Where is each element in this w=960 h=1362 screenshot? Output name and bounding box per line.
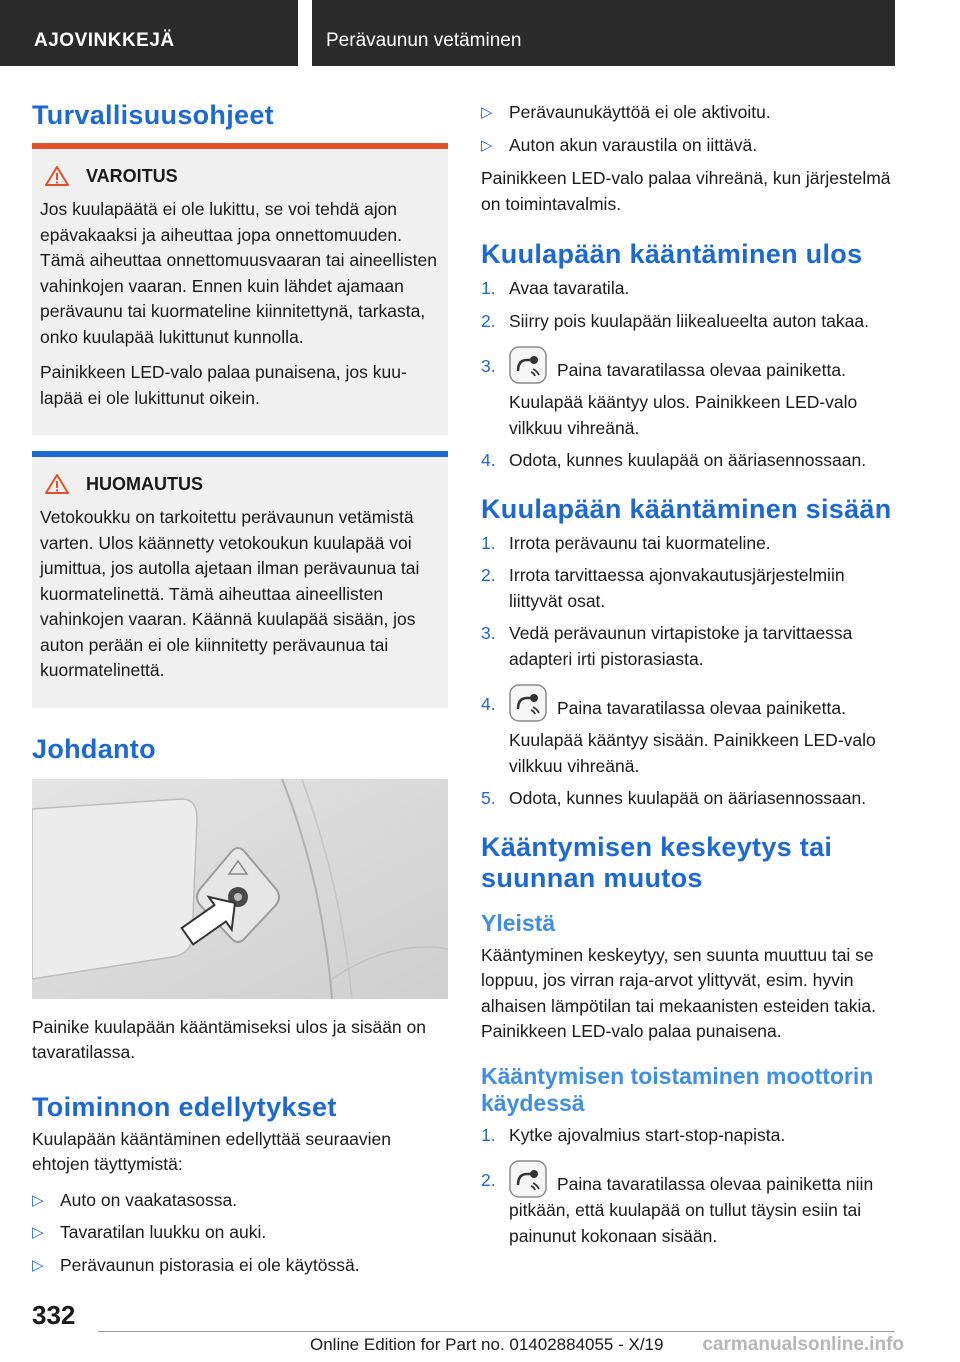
warning-label: VAROITUS [86, 165, 178, 186]
general-subheading: Yleistä [481, 909, 556, 936]
prereq-note: Painikkeen LED-valo palaa vihreänä, kun järjestelmä on toimintavalmis. [481, 168, 891, 214]
watermark-text: carmanualsonline.info [702, 1334, 904, 1355]
step-result: Kuulapää kääntyy ulos. Painikkeen LED-valo vilkkuu vihreänä. [509, 392, 858, 438]
list-item: ▷ Perävaunun pistorasia ei ole käytössä. [32, 1253, 448, 1279]
tow-hitch-button-icon [509, 1160, 547, 1198]
list-item: 1. Avaa tavaratila. [481, 278, 630, 298]
general-text: Kääntyminen keskeytyy, sen suunta muuttuu tai se loppuu, jos virran raja-arvot ylittyvät, esim. hyvin alhaisen lämpötilan tai mekaanisten esteiden takia. Painikkeen LED-valo palaa punaisena. [481, 944, 876, 1041]
out-steps [481, 276, 901, 474]
step-result: Kuulapää kääntyy sisään. Painikkeen LED-valo vilkkuu vihreänä. [509, 730, 876, 776]
edition-text: Online Edition for Part no. 01402884055 - X/19 [310, 1335, 664, 1354]
list-item: 1. Kytke ajovalmius start-stop-napista. [481, 1124, 786, 1145]
warning-triangle-icon [44, 165, 70, 187]
section-title: AJOVINKKEJÄ [34, 30, 175, 51]
list-item: 3. Vedä perävaunun virtapistoke ja tarvittaessa adapteri irti pistorasiasta. [481, 623, 853, 669]
chapter-title: Perävaunun vetäminen [326, 30, 522, 51]
triangle-bullet-icon: ▷ [32, 1191, 44, 1209]
list-item: ▷ Tavaratilan luukku on auki. [32, 1220, 448, 1246]
prereq-list [32, 1188, 448, 1279]
note-box [32, 451, 448, 708]
out-heading: Kuulapään kääntäminen ulos [481, 239, 863, 269]
warning-text: Jos kuulapäätä ei ole lukittu, se voi tehdä ajon epävakaaksi ja aiheuttaa jopa onnettomuuden. Tämä aiheuttaa onnettomuusvaaran tai aineellisten vahinkojen vaaran. Ennen kuin lähdet ajamaan perävaunu tai kuormateline kiinnitettynä, tarkasta, onko kuulapää lukittunut kunnolla. [40, 199, 437, 347]
in-steps [481, 531, 901, 812]
in-heading: Kuulapään kääntäminen sisään [481, 493, 892, 524]
chapter-tab [312, 0, 895, 66]
repeat-subheading: Kääntymisen toistaminen moottorin käydessä [481, 1062, 874, 1116]
left-column [32, 100, 448, 1286]
tow-hitch-button-icon [509, 346, 547, 384]
warning-triangle-icon [44, 473, 70, 495]
list-item: ▷ Auton akun varaustila on iittävä. [481, 133, 901, 159]
list-item: 1. Irrota perävaunu tai kuormateline. [481, 532, 771, 553]
triangle-bullet-icon: ▷ [481, 104, 493, 121]
safety-heading: Turvallisuusohjeet [32, 100, 274, 130]
right-column [481, 100, 901, 1257]
intro-heading: Johdanto [32, 733, 156, 764]
note-header [40, 473, 440, 495]
list-item: ▷ Auto on vaakatasossa. [32, 1188, 448, 1214]
warning-header [40, 165, 440, 187]
triangle-bullet-icon: ▷ [32, 1224, 44, 1241]
list-item: 4. Odota, kunnes kuulapää on ääriasennossaan. [481, 450, 867, 470]
page-number: 332 [32, 1300, 76, 1330]
interrupt-heading: Kääntymisen keskeytys tai suunnan muutos [481, 831, 833, 893]
tow-hitch-button-icon [509, 684, 547, 722]
list-item: 2. Paina tavaratilassa olevaa painiketta niin pitkään, että kuulapää on tullut täysin esiin tai painunut kokonaan sisään. [481, 1160, 901, 1249]
repeat-steps [481, 1123, 901, 1250]
note-label: HUOMAUTUS [86, 473, 203, 494]
prereq-heading: Toiminnon edellytykset [32, 1091, 337, 1122]
triangle-bullet-icon: ▷ [32, 1256, 44, 1274]
warning-led-text: Painikkeen LED-valo palaa punaisena, jos kuulapää ei ole lukittunut oikein. [40, 362, 407, 408]
list-item: ▷ Perävaunukäyttöä ei ole aktivoitu. [481, 100, 901, 126]
list-item: 4. Paina tavaratilassa olevaa painiketta. Kuulapää kääntyy sisään. Painikkeen LED-valo vilkkuu vihreänä. [481, 684, 901, 779]
triangle-bullet-icon: ▷ [481, 136, 493, 154]
list-item: 3. Paina tavaratilassa olevaa painiketta. Kuulapää kääntyy ulos. Painikkeen LED-valo vilkkuu vihreänä. [481, 346, 901, 441]
list-item: 2. Siirry pois kuulapään liikealueelta auton takaa. [481, 310, 869, 331]
list-item: 5. Odota, kunnes kuulapää on ääriasennossaan. [481, 788, 867, 808]
list-item: 2. Irrota tarvittaessa ajonvakautusjärjestelmiin liittyvät osat. [481, 565, 845, 611]
footer-divider [98, 1331, 895, 1332]
trunk-button-illustration [32, 779, 448, 999]
note-text: Vetokoukku on tarkoitettu perävaunun vetämistä varten. Ulos käännetty vetokoukun kuulapää voi jumittua, jos autolla ajetaan ilman perävaunua tai kuormatelinettä. Tämä aiheuttaa aineellisten vahinkojen vaaran. Käännä kuulapää sisään, jos auton perään ei ole kiinnitetty perävaunua tai kuormatelinettä. [40, 507, 420, 680]
prereq-list-cont [481, 100, 901, 158]
prereq-intro: Kuulapään kääntäminen edellyttää seuraavien ehtojen täyttymistä: [32, 1128, 392, 1174]
section-tab [0, 0, 298, 66]
figure-caption: Painike kuulapään kääntämiseksi ulos ja sisään on tavaratilassa. [32, 1016, 426, 1062]
warning-box [32, 143, 448, 435]
